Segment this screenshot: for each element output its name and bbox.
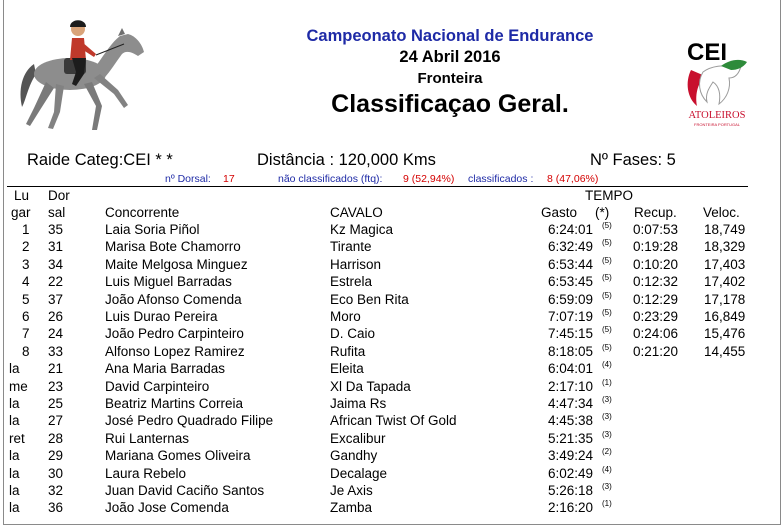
table-row [0,257,782,274]
row-phase: (4) [602,360,612,370]
row-place: 2 [22,239,30,255]
row-rider: Juan David Caciño Santos [105,483,265,498]
row-time: 6:53:45 [548,274,594,290]
logo-sub-text: FRONTEIRA PORTUGAL [694,122,740,127]
row-phase: (1) [602,377,612,387]
row-dorsal: 23 [48,378,64,394]
row-dorsal: 37 [48,291,64,307]
row-speed: 14,455 [704,343,746,359]
row-rider: Laura Rebelo [105,465,187,481]
row-dorsal: 25 [48,396,64,411]
row-dorsal: 26 [48,309,64,324]
table-row [0,309,782,326]
dorsal-count-label: nº Dorsal: [165,173,211,185]
table-row [0,448,782,465]
row-speed: 17,403 [704,256,746,272]
row-recup: 0:21:20 [633,343,679,359]
row-time: 6:32:49 [548,239,594,255]
row-place: 6 [22,309,30,324]
row-time: 5:21:35 [548,430,594,446]
row-horse: Excalibur [330,430,386,446]
row-horse: Moro [330,309,361,324]
col-veloc: Veloc. [703,205,740,220]
row-dorsal: 31 [48,239,64,255]
row-rider: David Carpinteiro [105,378,210,394]
table-row [0,466,782,483]
logo-cei-text: CEI [687,39,728,66]
row-horse: Kz Magica [330,222,394,237]
row-rider: Marisa Bote Chamorro [105,239,241,255]
row-horse: Tirante [330,239,372,255]
row-phase: (5) [602,255,612,265]
row-dorsal: 22 [48,274,64,290]
row-dorsal: 30 [48,465,64,481]
race-category: Raide Categ:CEI * * [27,151,173,169]
row-phase: (2) [602,447,612,457]
row-phase: (5) [602,221,612,230]
row-recup: 0:07:53 [633,222,679,237]
row-speed: 17,402 [704,274,746,290]
row-place: la [9,500,20,516]
row-place: 4 [22,274,30,290]
table-row [0,239,782,256]
row-rider: Ana Maria Barradas [105,361,226,377]
row-recup: 0:23:29 [633,309,679,324]
col-competitor: Concorrente [105,205,180,220]
row-speed: 18,749 [704,222,746,237]
row-phase: (3) [602,412,612,422]
row-recup: 0:12:32 [633,274,679,290]
row-place: la [9,465,20,481]
row-dorsal: 32 [48,483,64,498]
row-horse: Harrison [330,256,382,272]
row-time: 7:45:15 [548,326,594,342]
row-rider: Laia Soria Piñol [105,222,200,237]
row-horse: Gandhy [330,448,378,464]
row-rider: Maite Melgosa Minguez [105,256,248,272]
row-place: ret [9,430,25,446]
race-distance: Distância : 120,000 Kms [257,151,436,169]
table-row [0,361,782,378]
row-rider: João Afonso Comenda [105,291,242,307]
classified-label: classificados : [468,173,534,185]
table-row [0,431,782,448]
row-time: 6:02:49 [548,465,594,481]
row-horse: Rufita [330,343,366,359]
row-place: 5 [22,291,30,307]
row-phase: (5) [602,290,612,300]
col-star: (*) [595,205,610,220]
col-dorsal-line2: sal [48,205,66,220]
row-dorsal: 35 [48,222,64,237]
row-speed: 17,178 [704,291,746,307]
page-title: Classificaçao Geral. [331,90,569,118]
row-place: me [9,378,28,394]
row-recup: 0:24:06 [633,326,679,342]
row-dorsal: 28 [48,430,64,446]
row-horse: Eleita [330,361,364,377]
table-row [0,274,782,291]
col-tempo: TEMPO [585,188,634,203]
row-speed: 16,849 [704,309,746,324]
row-rider: João Jose Comenda [105,500,229,516]
event-date: 24 Abril 2016 [399,48,501,66]
table-row [0,379,782,396]
row-horse: Eco Ben Rita [330,291,409,307]
row-place: 3 [22,256,30,272]
col-place-line1: Lu [14,188,30,203]
classified-value: 8 (47,06%) [547,173,599,185]
col-horse: CAVALO [330,205,383,220]
row-phase: (5) [602,308,612,317]
race-phases: Nº Fases: 5 [590,151,676,169]
row-dorsal: 29 [48,448,64,464]
row-rider: Alfonso Lopez Ramirez [105,343,245,359]
row-horse: Decalage [330,465,388,481]
table-row [0,413,782,430]
row-recup: 0:10:20 [633,256,679,272]
table-row [0,326,782,343]
row-recup: 0:12:29 [633,291,679,307]
row-speed: 18,329 [704,239,746,255]
row-rider: Luis Durao Pereira [105,309,218,324]
row-horse: Jaima Rs [330,396,387,411]
row-time: 4:45:38 [548,413,594,429]
table-row [0,222,782,239]
row-phase: (5) [602,238,612,248]
row-rider: João Pedro Carpinteiro [105,326,244,342]
col-gasto: Gasto [541,205,578,220]
row-time: 6:59:09 [548,291,594,307]
header-divider [7,186,748,187]
row-rider: Rui Lanternas [105,430,190,446]
unclassified-value: 9 (52,94%) [403,173,455,185]
row-time: 7:07:19 [548,309,594,324]
row-dorsal: 27 [48,413,64,429]
row-time: 6:24:01 [548,222,594,237]
row-time: 6:04:01 [548,361,594,377]
unclassified-label: não classificados (ftq): [278,173,383,185]
row-dorsal: 34 [48,256,64,272]
row-phase: (3) [602,395,612,404]
event-location: Fronteira [417,70,483,87]
row-time: 2:16:20 [548,500,594,516]
row-rider: Mariana Gomes Oliveira [105,448,251,464]
col-recup: Recup. [634,205,677,220]
row-phase: (5) [602,325,612,335]
row-dorsal: 24 [48,326,64,342]
col-dorsal-line1: Dor [48,188,70,203]
row-time: 3:49:24 [548,448,594,464]
row-horse: Estrela [330,274,373,290]
dorsal-count-value: 17 [223,173,235,185]
col-place-line2: gar [11,205,31,220]
row-phase: (3) [602,482,612,491]
table-row [0,500,782,517]
row-place: la [9,396,20,411]
row-dorsal: 36 [48,500,64,516]
row-speed: 15,476 [704,326,746,342]
table-row [0,344,782,361]
row-recup: 0:19:28 [633,239,679,255]
row-phase: (5) [602,273,612,283]
row-place: la [9,361,20,377]
row-place: la [9,448,20,464]
logo-name-text: ATOLEIROS [688,110,746,121]
row-place: 7 [22,326,30,342]
row-time: 2:17:10 [548,378,594,394]
row-place: 1 [22,222,30,237]
row-horse: D. Caio [330,326,376,342]
row-rider: Beatriz Martins Correia [105,396,244,411]
row-time: 5:26:18 [548,483,594,498]
row-phase: (5) [602,342,612,352]
row-horse: Zamba [330,500,373,516]
table-row [0,292,782,309]
row-dorsal: 33 [48,343,64,359]
table-row [0,396,782,413]
row-place: la [9,483,20,498]
row-time: 6:53:44 [548,256,594,272]
row-horse: Je Axis [330,483,373,498]
row-horse: African Twist Of Gold [330,413,457,429]
table-row [0,483,782,500]
row-phase: (4) [602,464,612,474]
row-phase: (1) [602,499,612,509]
row-place: la [9,413,20,429]
row-place: 8 [22,343,30,359]
row-horse: Xl Da Tapada [330,378,411,394]
row-dorsal: 21 [48,361,64,377]
row-time: 4:47:34 [548,396,594,411]
championship-title: Campeonato Nacional de Endurance [306,27,594,45]
row-rider: Luis Miguel Barradas [105,274,232,290]
row-phase: (3) [602,429,612,439]
row-rider: José Pedro Quadrado Filipe [105,413,274,429]
row-time: 8:18:05 [548,343,594,359]
